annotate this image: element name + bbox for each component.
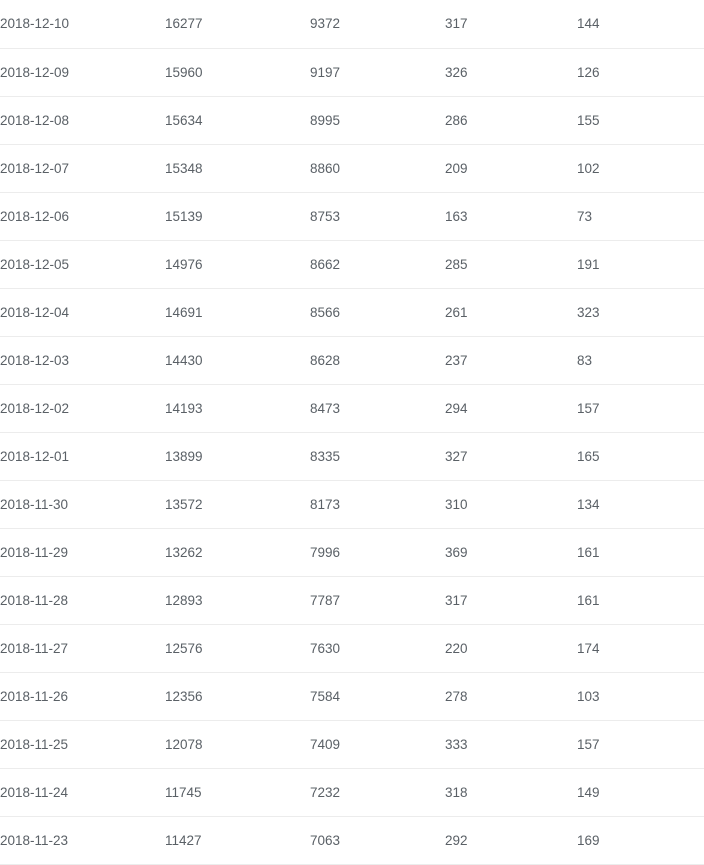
cell-value-c: [445, 96, 577, 144]
cell-value-d: [577, 48, 704, 96]
cell-value-c: [445, 672, 577, 720]
cell-value-d-value: 191: [577, 256, 600, 272]
cell-date: [0, 96, 165, 144]
cell-value-c-value: 286: [445, 112, 468, 128]
cell-date-value: 2018-12-01: [0, 448, 70, 464]
cell-date: [0, 48, 165, 96]
table-row: [0, 816, 704, 864]
cell-value-b-value: 8335: [310, 448, 341, 464]
cell-value-c-value: 292: [445, 832, 468, 848]
cell-value-d: [577, 240, 704, 288]
table-row: [0, 528, 704, 576]
cell-value-b: [310, 240, 445, 288]
cell-value-d: [577, 576, 704, 624]
cell-value-d-value: 102: [577, 160, 600, 176]
cell-date: [0, 720, 165, 768]
cell-value-d-value: 126: [577, 64, 600, 80]
cell-value-b: [310, 0, 445, 48]
cell-value-c-value: 317: [445, 16, 468, 32]
cell-value-b: [310, 96, 445, 144]
cell-value-d-value: 161: [577, 544, 600, 560]
cell-total: [165, 48, 310, 96]
cell-value-c: [445, 528, 577, 576]
cell-total: [165, 144, 310, 192]
cell-value-d: [577, 432, 704, 480]
cell-date-value: 2018-12-02: [0, 400, 70, 416]
cell-value-b-value: 7996: [310, 544, 341, 560]
cell-value-d-value: 149: [577, 784, 600, 800]
cell-value-b: [310, 144, 445, 192]
cell-value-d: [577, 816, 704, 864]
cell-date: [0, 528, 165, 576]
cell-date-value: 2018-12-06: [0, 208, 70, 224]
table-row: [0, 624, 704, 672]
cell-total: [165, 384, 310, 432]
cell-value-c-value: 294: [445, 400, 468, 416]
cell-value-b: [310, 192, 445, 240]
cell-total-value: 11745: [165, 784, 202, 800]
cell-total-value: 12576: [165, 640, 203, 656]
cell-date: [0, 576, 165, 624]
cell-value-c-value: 317: [445, 592, 468, 608]
cell-value-d: [577, 0, 704, 48]
cell-value-d-value: 165: [577, 448, 600, 464]
cell-value-b-value: 9197: [310, 64, 341, 80]
cell-total-value: 16277: [165, 16, 203, 32]
cell-value-b-value: 7063: [310, 832, 341, 848]
cell-value-d-value: 83: [577, 352, 593, 368]
cell-total-value: 13262: [165, 544, 203, 560]
cell-date-value: 2018-11-26: [0, 688, 69, 704]
cell-value-d-value: 157: [577, 400, 600, 416]
cell-date-value: 2018-12-09: [0, 64, 70, 80]
cell-value-c: [445, 624, 577, 672]
cell-value-d: [577, 336, 704, 384]
cell-value-d: [577, 96, 704, 144]
cell-total-value: 14691: [165, 304, 203, 320]
cell-total-value: 14430: [165, 352, 203, 368]
cell-total-value: 11427: [165, 832, 202, 848]
cell-value-c-value: 369: [445, 544, 468, 560]
table-row: [0, 480, 704, 528]
cell-total: [165, 192, 310, 240]
cell-value-b: [310, 720, 445, 768]
cell-value-c: [445, 576, 577, 624]
table-row: [0, 672, 704, 720]
cell-value-b-value: 8662: [310, 256, 341, 272]
cell-value-c: [445, 480, 577, 528]
cell-value-c-value: 310: [445, 496, 468, 512]
cell-total-value: 13572: [165, 496, 203, 512]
cell-date-value: 2018-11-25: [0, 736, 69, 752]
cell-value-d: [577, 288, 704, 336]
cell-value-b-value: 8566: [310, 304, 341, 320]
cell-value-c: [445, 384, 577, 432]
table-row: [0, 0, 704, 48]
cell-total: [165, 528, 310, 576]
cell-total: [165, 624, 310, 672]
table-row: [0, 240, 704, 288]
cell-value-c-value: 333: [445, 736, 468, 752]
cell-date: [0, 432, 165, 480]
cell-value-b: [310, 48, 445, 96]
table-row: [0, 192, 704, 240]
cell-date-value: 2018-12-05: [0, 256, 70, 272]
cell-value-b-value: 7584: [310, 688, 341, 704]
cell-value-c-value: 237: [445, 352, 468, 368]
cell-date: [0, 0, 165, 48]
cell-total: [165, 720, 310, 768]
cell-value-b: [310, 768, 445, 816]
cell-value-d-value: 144: [577, 16, 600, 32]
cell-total: [165, 768, 310, 816]
cell-value-d: [577, 768, 704, 816]
table-row: [0, 144, 704, 192]
cell-date: [0, 768, 165, 816]
cell-value-c-value: 220: [445, 640, 468, 656]
cell-date: [0, 384, 165, 432]
table-row: [0, 432, 704, 480]
cell-total-value: 15634: [165, 112, 203, 128]
cell-value-d: [577, 720, 704, 768]
cell-value-c-value: 318: [445, 784, 468, 800]
cell-value-c-value: 163: [445, 208, 468, 224]
cell-value-b-value: 7787: [310, 592, 341, 608]
cell-value-b-value: 8860: [310, 160, 341, 176]
cell-date-value: 2018-12-04: [0, 304, 70, 320]
cell-value-c: [445, 336, 577, 384]
cell-value-b: [310, 336, 445, 384]
cell-date: [0, 240, 165, 288]
cell-total: [165, 96, 310, 144]
cell-total: [165, 0, 310, 48]
cell-date-value: 2018-11-23: [0, 832, 69, 848]
cell-value-d-value: 161: [577, 592, 600, 608]
cell-value-d-value: 103: [577, 688, 600, 704]
cell-total-value: 14976: [165, 256, 203, 272]
cell-total: [165, 672, 310, 720]
cell-date: [0, 672, 165, 720]
cell-value-c: [445, 720, 577, 768]
cell-value-b-value: 8473: [310, 400, 341, 416]
cell-value-b: [310, 480, 445, 528]
cell-value-c-value: 261: [445, 304, 468, 320]
table-row: [0, 768, 704, 816]
cell-value-c: [445, 144, 577, 192]
cell-date-value: 2018-11-27: [0, 640, 69, 656]
cell-date: [0, 144, 165, 192]
cell-value-b-value: 8628: [310, 352, 341, 368]
cell-total-value: 15139: [165, 208, 203, 224]
cell-value-b: [310, 288, 445, 336]
cell-value-c: [445, 192, 577, 240]
cell-value-c-value: 326: [445, 64, 468, 80]
cell-value-b: [310, 384, 445, 432]
cell-date: [0, 624, 165, 672]
cell-value-b: [310, 816, 445, 864]
cell-total: [165, 816, 310, 864]
cell-total: [165, 288, 310, 336]
cell-total-value: 14193: [165, 400, 203, 416]
cell-value-b: [310, 432, 445, 480]
cell-date-value: 2018-11-29: [0, 544, 69, 560]
cell-value-d: [577, 144, 704, 192]
cell-value-c: [445, 48, 577, 96]
cell-date: [0, 288, 165, 336]
cell-date-value: 2018-12-08: [0, 112, 70, 128]
cell-date-value: 2018-11-28: [0, 592, 69, 608]
cell-value-d-value: 134: [577, 496, 600, 512]
cell-value-b: [310, 576, 445, 624]
cell-date: [0, 816, 165, 864]
cell-date-value: 2018-12-03: [0, 352, 70, 368]
cell-value-d: [577, 672, 704, 720]
cell-total-value: 15348: [165, 160, 203, 176]
cell-value-c-value: 209: [445, 160, 468, 176]
cell-total-value: 12893: [165, 592, 203, 608]
cell-value-d: [577, 384, 704, 432]
cell-value-b-value: 7232: [310, 784, 341, 800]
cell-value-b: [310, 672, 445, 720]
cell-value-b-value: 8753: [310, 208, 341, 224]
cell-value-c-value: 285: [445, 256, 468, 272]
cell-date-value: 2018-12-07: [0, 160, 70, 176]
cell-date: [0, 192, 165, 240]
table-row: [0, 336, 704, 384]
cell-value-d-value: 155: [577, 112, 600, 128]
cell-value-b-value: 7630: [310, 640, 341, 656]
cell-total-value: 12078: [165, 736, 203, 752]
cell-value-b: [310, 528, 445, 576]
cell-value-d-value: 174: [577, 640, 600, 656]
cell-date: [0, 336, 165, 384]
table-row: [0, 384, 704, 432]
table-row: [0, 720, 704, 768]
cell-value-c: [445, 288, 577, 336]
cell-value-c: [445, 768, 577, 816]
cell-date-value: 2018-11-24: [0, 784, 69, 800]
cell-value-b-value: 8995: [310, 112, 341, 128]
cell-value-c-value: 278: [445, 688, 468, 704]
table-row: [0, 288, 704, 336]
cell-value-d: [577, 480, 704, 528]
cell-total-value: 12356: [165, 688, 203, 704]
cell-total: [165, 240, 310, 288]
cell-value-c: [445, 816, 577, 864]
cell-total: [165, 576, 310, 624]
cell-value-c-value: 327: [445, 448, 468, 464]
cell-total: [165, 432, 310, 480]
cell-value-d: [577, 192, 704, 240]
cell-value-b-value: 8173: [310, 496, 341, 512]
cell-value-c: [445, 0, 577, 48]
cell-total-value: 15960: [165, 64, 203, 80]
table-row: [0, 48, 704, 96]
cell-value-b-value: 9372: [310, 16, 341, 32]
cell-value-c: [445, 240, 577, 288]
cell-value-d: [577, 624, 704, 672]
table-row: [0, 576, 704, 624]
cell-date: [0, 480, 165, 528]
cell-total: [165, 480, 310, 528]
cell-value-b: [310, 624, 445, 672]
cell-date-value: 2018-12-10: [0, 16, 70, 32]
cell-value-b-value: 7409: [310, 736, 341, 752]
cell-total: [165, 336, 310, 384]
table-row: [0, 96, 704, 144]
cell-value-d: [577, 528, 704, 576]
cell-value-c: [445, 432, 577, 480]
cell-value-d-value: 73: [577, 208, 593, 224]
cell-value-d-value: 157: [577, 736, 600, 752]
cell-value-d-value: 323: [577, 304, 600, 320]
cell-date-value: 2018-11-30: [0, 496, 69, 512]
cell-total-value: 13899: [165, 448, 203, 464]
cell-value-d-value: 169: [577, 832, 600, 848]
